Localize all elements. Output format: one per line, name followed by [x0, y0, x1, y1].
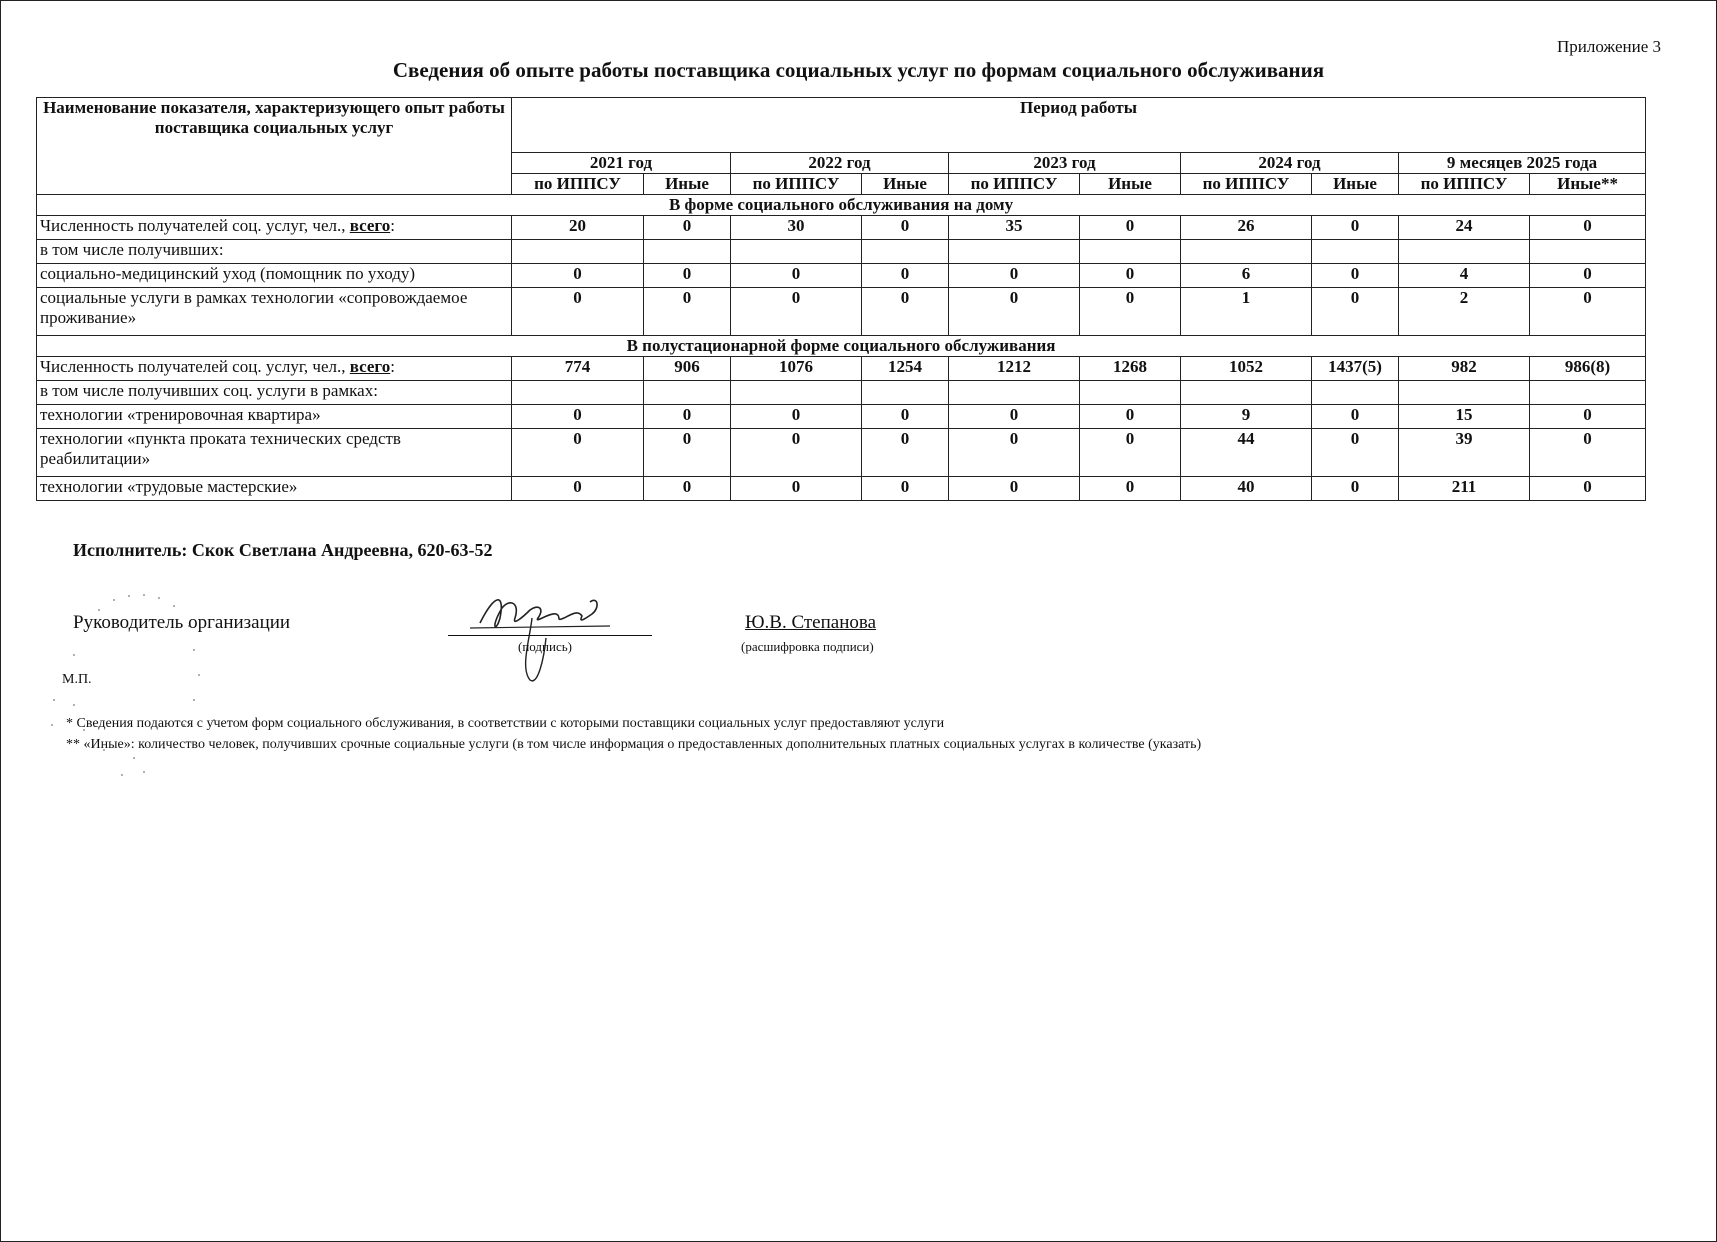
value-cell: 0	[1080, 288, 1181, 336]
value-cell: 0	[949, 264, 1080, 288]
row-label-text: технологии «тренировочная квартира»	[40, 405, 321, 424]
value-cell: 4	[1399, 264, 1530, 288]
value-cell: 0	[862, 216, 949, 240]
value-cell	[731, 381, 862, 405]
table-row	[37, 357, 1646, 381]
year-header: 9 месяцев 2025 года	[1399, 153, 1646, 174]
value-cell	[1399, 240, 1530, 264]
row-label-text: технологии «пункта проката технических средств реабилитации»	[40, 429, 401, 468]
value-cell: 6	[1181, 264, 1312, 288]
value-cell: 0	[512, 477, 644, 501]
value-cell: 986(8)	[1530, 357, 1646, 381]
value-cell: 0	[1530, 405, 1646, 429]
table-row	[37, 381, 1646, 405]
value-cell: 1268	[1080, 357, 1181, 381]
signature-line	[448, 635, 652, 636]
value-cell: 0	[731, 288, 862, 336]
value-cell: 0	[862, 477, 949, 501]
value-cell: 30	[731, 216, 862, 240]
value-cell: 0	[512, 405, 644, 429]
value-cell: 1052	[1181, 357, 1312, 381]
value-cell: 0	[1080, 264, 1181, 288]
value-cell: 0	[1312, 216, 1399, 240]
appendix-label: Приложение 3	[1557, 37, 1661, 56]
value-cell: 2	[1399, 288, 1530, 336]
value-cell: 0	[1312, 429, 1399, 477]
subheader: Иные	[644, 174, 731, 195]
value-cell: 0	[1080, 405, 1181, 429]
value-cell: 0	[1080, 429, 1181, 477]
row-label-text: технологии «трудовые мастерские»	[40, 477, 298, 496]
value-cell: 0	[1080, 216, 1181, 240]
value-cell: 906	[644, 357, 731, 381]
row-label	[37, 288, 512, 336]
value-cell	[1399, 381, 1530, 405]
subheader: Иные	[1312, 174, 1399, 195]
value-cell: 1076	[731, 357, 862, 381]
subheader: Иные	[1080, 174, 1181, 195]
subheader: Иные**	[1530, 174, 1646, 195]
value-cell: 0	[949, 429, 1080, 477]
section-title: В форме социального обслуживания на дому	[37, 195, 1646, 216]
row-label-tail: :	[390, 216, 395, 235]
row-label	[37, 477, 512, 501]
value-cell	[862, 381, 949, 405]
section-row	[37, 195, 1646, 216]
value-cell: 0	[862, 429, 949, 477]
value-cell	[1312, 381, 1399, 405]
value-cell: 0	[644, 429, 731, 477]
row-label	[37, 381, 512, 405]
value-cell: 0	[644, 477, 731, 501]
subheader: по ИППСУ	[1399, 174, 1530, 195]
value-cell	[644, 240, 731, 264]
row-label	[37, 357, 512, 381]
value-cell: 0	[1312, 288, 1399, 336]
row-label	[37, 405, 512, 429]
row-label-total: всего	[349, 357, 391, 376]
row-label	[37, 216, 512, 240]
row-label-text: Численность получателей соц. услуг, чел.,	[40, 357, 350, 376]
value-cell: 15	[1399, 405, 1530, 429]
row-label-text: в том числе получивших:	[40, 240, 224, 259]
subheader: по ИППСУ	[731, 174, 862, 195]
subheader: по ИППСУ	[949, 174, 1080, 195]
value-cell	[1080, 381, 1181, 405]
period-header: Период работы	[512, 98, 1646, 153]
row-label-text: социально-медицинский уход (помощник по уходу)	[40, 264, 416, 283]
table-row	[37, 288, 1646, 336]
head-label: Руководитель организации	[73, 612, 291, 633]
name-caption: (расшифровка подписи)	[741, 639, 874, 654]
value-cell: 0	[1080, 477, 1181, 501]
row-label-text: Численность получателей соц. услуг, чел.,	[40, 216, 350, 235]
row-label	[37, 429, 512, 477]
value-cell	[949, 381, 1080, 405]
header-row-period	[37, 98, 1646, 153]
value-cell: 1212	[949, 357, 1080, 381]
value-cell	[1530, 240, 1646, 264]
value-cell: 0	[731, 405, 862, 429]
head-name: Ю.В. Степанова	[745, 612, 877, 633]
row-label-total: всего	[349, 216, 391, 235]
stamp-label: М.П.	[62, 672, 92, 687]
table-row	[37, 429, 1646, 477]
value-cell: 0	[1530, 477, 1646, 501]
value-cell: 1	[1181, 288, 1312, 336]
value-cell	[1181, 381, 1312, 405]
table-row	[37, 240, 1646, 264]
row-label	[37, 240, 512, 264]
value-cell: 1254	[862, 357, 949, 381]
executor-line: Исполнитель: Скок Светлана Андреевна, 620-63-52	[73, 540, 493, 560]
value-cell	[862, 240, 949, 264]
year-header: 2021 год	[512, 153, 731, 174]
value-cell: 0	[1530, 264, 1646, 288]
value-cell: 35	[949, 216, 1080, 240]
value-cell: 0	[862, 405, 949, 429]
table-row	[37, 264, 1646, 288]
value-cell: 24	[1399, 216, 1530, 240]
value-cell: 0	[512, 288, 644, 336]
value-cell: 0	[1312, 477, 1399, 501]
value-cell	[512, 381, 644, 405]
row-label-tail: :	[390, 357, 395, 376]
value-cell: 0	[949, 288, 1080, 336]
value-cell	[949, 240, 1080, 264]
value-cell: 20	[512, 216, 644, 240]
value-cell	[1312, 240, 1399, 264]
row-label	[37, 264, 512, 288]
year-header: 2023 год	[949, 153, 1181, 174]
value-cell: 0	[1312, 405, 1399, 429]
table-row	[37, 477, 1646, 501]
footnote-2: ** «Иные»: количество человек, получивших срочные социальные услуги (в том числе информация о предоставленных дополнительных платных социальных услугах в количестве (указать)	[66, 737, 1202, 752]
value-cell: 0	[731, 264, 862, 288]
value-cell	[1181, 240, 1312, 264]
value-cell: 0	[731, 429, 862, 477]
value-cell: 0	[731, 477, 862, 501]
footnote-1: * Сведения подаются с учетом форм социального обслуживания, в соответствии с которыми поставщики социальных услуг предоставляют услуги	[66, 716, 945, 731]
table-row	[37, 405, 1646, 429]
value-cell: 0	[512, 264, 644, 288]
value-cell: 774	[512, 357, 644, 381]
row-label-text: социальные услуги в рамках технологии «сопровождаемое проживание»	[40, 288, 468, 327]
value-cell: 982	[1399, 357, 1530, 381]
year-header: 2024 год	[1181, 153, 1399, 174]
indicator-header: Наименование показателя, характеризующего опыт работы поставщика социальных услуг	[37, 98, 512, 195]
value-cell	[512, 240, 644, 264]
value-cell: 1437(5)	[1312, 357, 1399, 381]
value-cell: 0	[1530, 216, 1646, 240]
value-cell: 44	[1181, 429, 1312, 477]
row-label-text: в том числе получивших соц. услуги в рамках:	[40, 381, 378, 400]
value-cell: 0	[949, 405, 1080, 429]
value-cell: 39	[1399, 429, 1530, 477]
value-cell: 26	[1181, 216, 1312, 240]
value-cell: 0	[644, 264, 731, 288]
value-cell: 0	[862, 288, 949, 336]
value-cell: 0	[949, 477, 1080, 501]
section-row	[37, 336, 1646, 357]
subheader: по ИППСУ	[512, 174, 644, 195]
value-cell: 9	[1181, 405, 1312, 429]
page-title: Сведения об опыте работы поставщика социальных услуг по формам социального обслуживания	[392, 58, 1325, 82]
value-cell: 0	[1530, 429, 1646, 477]
year-header: 2022 год	[731, 153, 949, 174]
table-row	[37, 216, 1646, 240]
section-title: В полустационарной форме социального обслуживания	[37, 336, 1646, 357]
value-cell: 0	[862, 264, 949, 288]
subheader: по ИППСУ	[1181, 174, 1312, 195]
signature-caption: (подпись)	[518, 639, 572, 654]
value-cell	[1530, 381, 1646, 405]
value-cell: 0	[644, 216, 731, 240]
value-cell: 40	[1181, 477, 1312, 501]
value-cell	[731, 240, 862, 264]
experience-table	[36, 97, 1646, 501]
value-cell: 0	[644, 288, 731, 336]
subheader: Иные	[862, 174, 949, 195]
value-cell: 0	[1530, 288, 1646, 336]
value-cell: 211	[1399, 477, 1530, 501]
value-cell	[1080, 240, 1181, 264]
value-cell: 0	[1312, 264, 1399, 288]
value-cell: 0	[512, 429, 644, 477]
value-cell: 0	[644, 405, 731, 429]
value-cell	[644, 381, 731, 405]
